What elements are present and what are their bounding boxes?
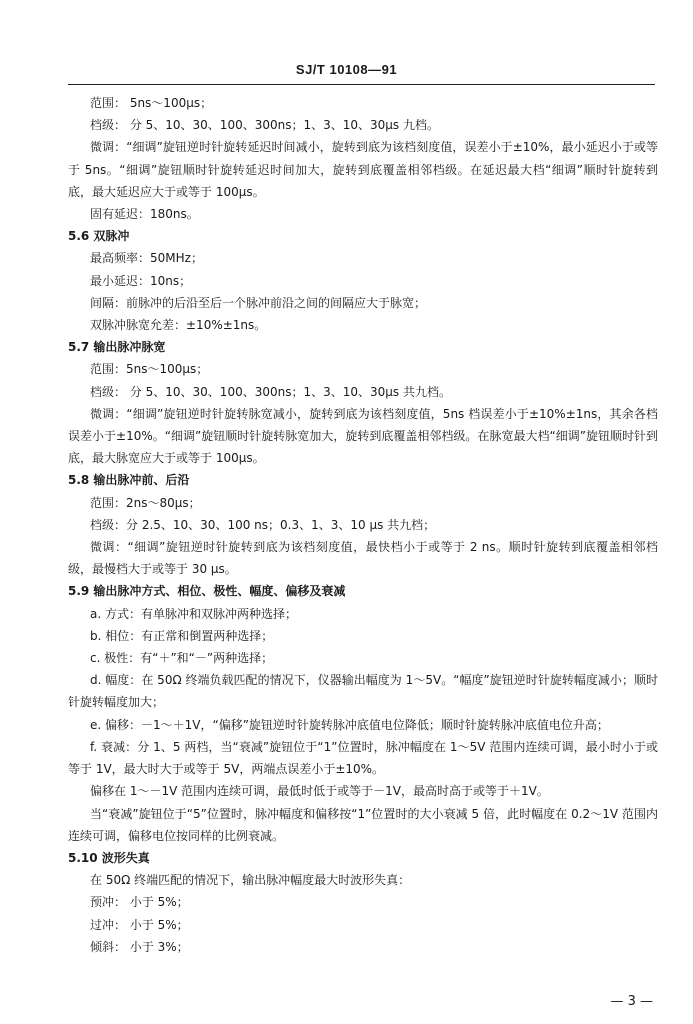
text-line: 在 50Ω 终端匹配的情况下，输出脉冲幅度最大时波形失真：	[90, 873, 411, 888]
text-line: e. 偏移：－1～＋1V，“偏移”旋钮逆时针旋转脉冲底值电位降低；顺时针旋转脉冲底值电位升高；	[90, 717, 609, 732]
text-line: 倾斜： 小于 3%；	[90, 939, 189, 954]
text-line: 偏移在 1～－1V 范围内连续可调，最低时低于或等于－1V，最高时高于或等于＋1V。	[90, 784, 549, 799]
page-number: — 3 —	[610, 994, 653, 1009]
text-line: 微调：“细调”旋钮逆时针旋转延迟时间减小，旋转到底为该档刻度值，误差小于±10%，最小延迟小于或等于 5ns。“细调”旋钮顺时针旋转延迟时间加大，旋转到底覆盖相邻档级。在延迟最大档“细调”顺时针旋转到底，最大延迟应大于或等于 100μs。	[68, 140, 658, 199]
text-line: 预冲： 小于 5%；	[90, 895, 189, 910]
text-line: 档级： 分 5、10、30、100、300ns；1、3、10、30μs 九档。	[90, 118, 439, 133]
section-heading: 5.7 输出脉冲脉宽	[68, 340, 166, 355]
text-line: 间隔：前脉冲的后沿至后一个脉冲前沿之间的间隔应大于脉宽；	[90, 295, 427, 310]
text-line: d. 幅度：在 50Ω 终端负载匹配的情况下，仪器输出幅度为 1～5V。“幅度”旋钮逆时针旋转幅度减小；顺时针旋转幅度加大；	[68, 673, 658, 710]
text-line: c. 极性：有“＋”和“－”两种选择；	[90, 651, 274, 666]
text-line: 档级： 分 5、10、30、100、300ns；1、3、10、30μs 共九档。	[90, 384, 451, 399]
text-line: 范围：2ns～80μs；	[90, 495, 201, 510]
text-line: 微调：“细调”旋钮逆时针旋转脉宽减小，旋转到底为该档刻度值，5ns 档误差小于±10%±1ns，其余各档误差小于±10%。“细调”旋钮顺时针旋转脉宽加大，旋转到底覆盖相邻档级。在脉宽最大档“细调”旋钮顺时针到底，最大脉宽应大于或等于 100μs。	[68, 406, 658, 466]
text-line: 微调：“细调”旋钮逆时针旋转到底为该档刻度值，最快档小于或等于 2 ns。顺时针旋转到底覆盖相邻档级，最慢档大于或等于 30 μs。	[68, 540, 658, 577]
text-line: 过冲： 小于 5%；	[90, 917, 189, 932]
text-line: 范围： 5ns～100μs；	[90, 96, 213, 110]
text-line: 范围：5ns～100μs；	[90, 362, 209, 377]
text-line: a. 方式：有单脉冲和双脉冲两种选择；	[90, 606, 297, 621]
text-line: f. 衰减：分 1、5 两档，当“衰减”旋钮位于“1”位置时，脉冲幅度在 1～5V 范围内连续可调，最小时小于或等于 1V，最大时大于或等于 5V，两端点误差小于±10%。	[68, 739, 658, 777]
section-heading: 5.9 输出脉冲方式、相位、极性、幅度、偏移及衰减	[68, 584, 346, 599]
text-line: 档级：分 2.5、10、30、100 ns；0.3、1、3、10 μs 共九档；	[90, 517, 436, 532]
section-heading: 5.6 双脉冲	[68, 229, 130, 244]
text-line: b. 相位：有正常和倒置两种选择；	[90, 628, 274, 643]
document-header: SJ/T 10108—91	[295, 62, 398, 77]
section-heading: 5.10 波形失真	[68, 850, 150, 865]
text-line: 双脉冲脉宽允差：±10%±1ns。	[90, 318, 267, 333]
text-line: 当“衰减”旋钮位于“5”位置时，脉冲幅度和偏移按“1”位置时的大小衰减 5 倍，此时幅度在 0.2～1V 范围内连续可调，偏移电位按同样的比例衰减。	[68, 806, 658, 843]
section-heading: 5.8 输出脉冲前、后沿	[68, 473, 190, 488]
document-body	[68, 92, 658, 958]
text-line: 最小延迟：10ns；	[90, 273, 192, 288]
text-line: 最高频率：50MHz；	[90, 251, 203, 266]
header-rule	[68, 84, 655, 85]
text-line: 固有延迟：180ns。	[90, 207, 199, 222]
